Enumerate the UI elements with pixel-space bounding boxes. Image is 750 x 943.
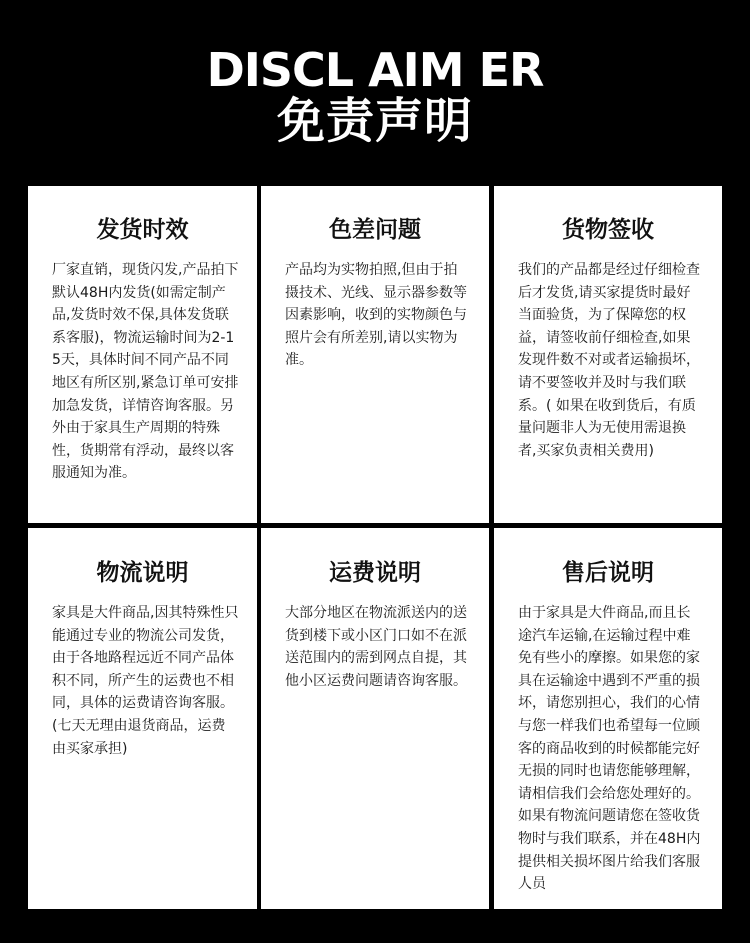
title-english: DISCL AIM ER	[206, 43, 544, 97]
card-after-sales	[494, 528, 722, 909]
card-title: 色差问题	[329, 217, 421, 243]
card-body: 厂家直销，现货闪发,产品拍下默认48H内发货(如需定制产品,发货时效不保,具体发货联系客服)，物流运输时间为2-15天，具体时间不同产品不同地区有所区别,紧急订单可安排加急发货，详情咨询客服。另外由于家具生产周期的特殊性，货期常有浮动，最终以客服通知为准。	[52, 262, 239, 482]
card-freight	[261, 528, 489, 909]
card-logistics	[28, 528, 257, 909]
title-chinese: 免责声明	[276, 93, 473, 149]
card-title: 货物签收	[562, 217, 654, 243]
card-title: 售后说明	[562, 560, 654, 586]
card-goods-receipt	[494, 186, 722, 523]
card-title: 物流说明	[96, 560, 189, 586]
card-body: 由于家具是大件商品,而且长途汽车运输,在运输过程中难免有些小的摩擦。如果您的家具在运输途中遇到不严重的损坏，请您别担心，我们的心情与您一样我们也希望每一位顾客的商品收到的时候都能完好无损的同时也请您能够理解，请相信我们会给您处理好的。如果有物流问题请您在签收货物时与我们联系，并在48H内提供相关损坏图片给我们客服人员	[518, 605, 701, 893]
card-body: 大部分地区在物流派送内的送货到楼下或小区门口如不在派送范围内的需到网点自提，其他小区运费问题请咨询客服。	[285, 605, 467, 689]
card-shipping-time	[28, 186, 257, 523]
card-color-difference	[261, 186, 489, 523]
header	[0, 0, 750, 185]
card-title: 发货时效	[96, 217, 189, 243]
card-title: 运费说明	[329, 560, 421, 586]
card-body: 产品均为实物拍照,但由于拍摄技术、光线、显示器参数等因素影响，收到的实物颜色与照片会有所差别,请以实物为准。	[285, 262, 467, 369]
card-body: 我们的产品都是经过仔细检查后才发货,请买家提货时最好当面验货，为了保障您的权益，请签收前仔细检查,如果发现件数不对或者运输损坏，请不要签收并及时与我们联系。( 如果在收到货后，有质量问题非人为无使用需退换者,买家负责相关费用)	[518, 262, 700, 459]
card-body: 家具是大件商品,因其特殊性只能通过专业的物流公司发货，由于各地路程远近不同产品体积不同，所产生的运费也不相同，具体的运费请咨询客服。(七天无理由退货商品，运费由买家承担)	[52, 605, 239, 757]
